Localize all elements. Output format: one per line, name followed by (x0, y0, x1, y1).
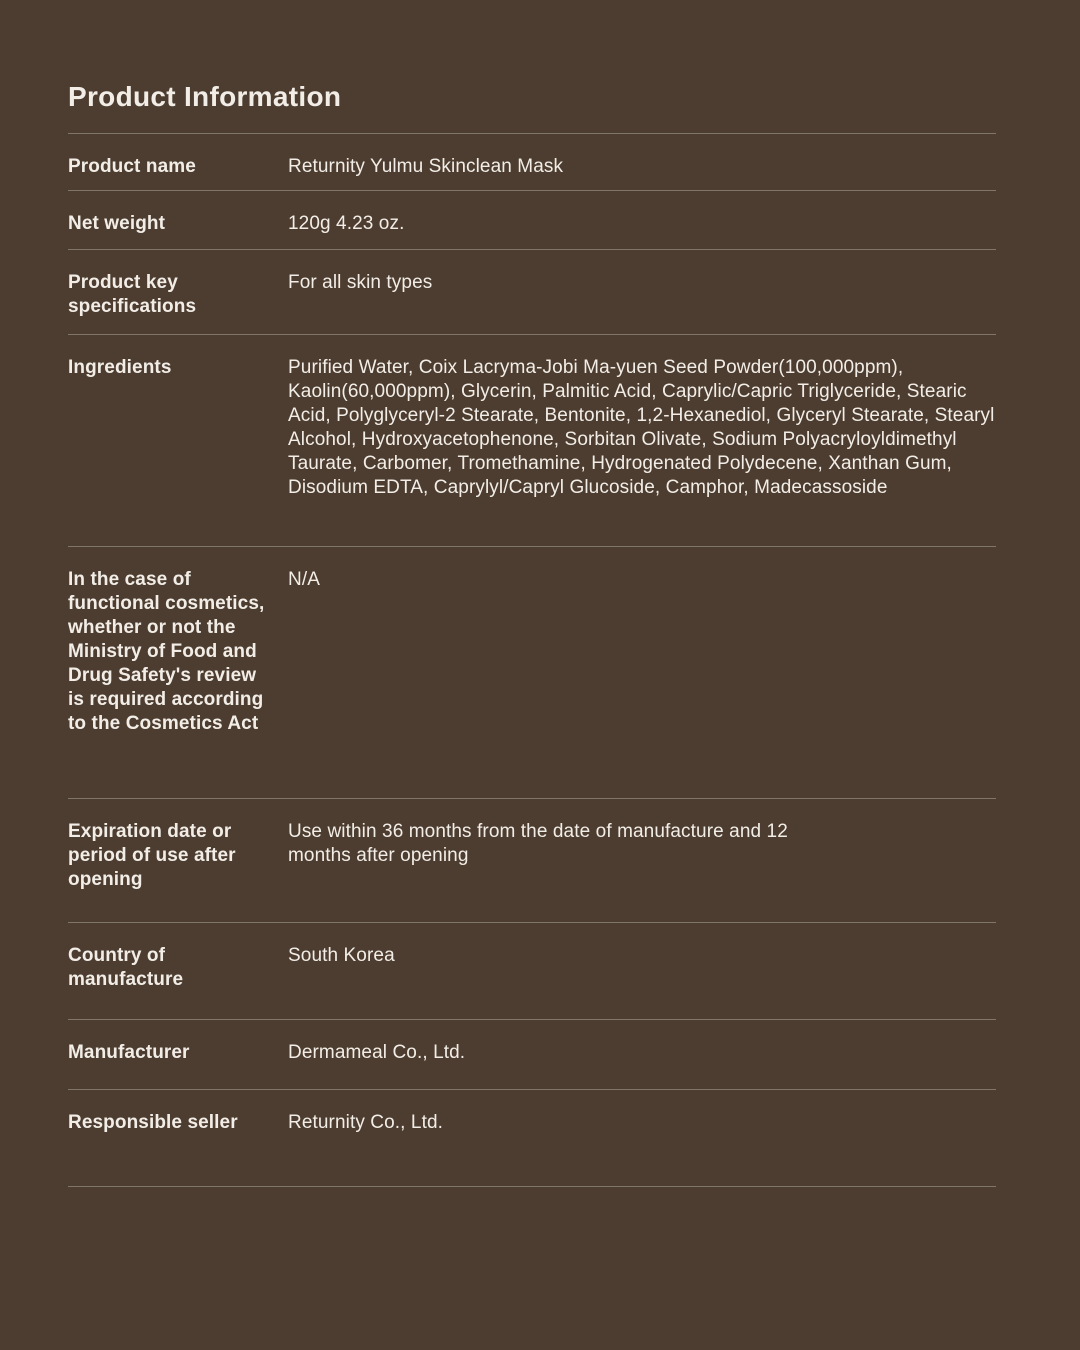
row-value: Purified Water, Coix Lacryma-Jobi Ma-yuen Seed Powder(100,000ppm), Kaolin(60,000ppm), Glycerin, Palmitic Acid, Caprylic/Capric Triglyceride, Stearic Acid, Polyglyceryl-2 Stearate, Bentonite, 1,2-Hexanediol, Glyceryl Stearate, Stearyl Alcohol, Hydroxyacetophenone, Sorbitan Olivate, Sodium Polyacryloyldimethyl Taurate, Carbomer, Tromethamine, Hydrogenated Polydecene, Xanthan Gum, Disodium EDTA, Caprylyl/Capryl Glucoside, Camphor, Madecassoside (288, 357, 995, 498)
table-row (68, 335, 996, 547)
table-row (68, 250, 996, 335)
row-label: Responsible seller (68, 1112, 238, 1133)
row-label: Ingredients (68, 357, 172, 378)
table-row (68, 191, 996, 250)
table-row (68, 1020, 996, 1090)
row-value: Returnity Co., Ltd. (288, 1112, 444, 1133)
row-value: N/A (288, 569, 320, 590)
table-row (68, 547, 996, 799)
table-row (68, 134, 996, 191)
table-row (68, 799, 996, 923)
row-label: In the case of functional cosmetics, whether or not the Ministry of Food and Drug Safety's review is required according to the Cosmetics Act (68, 569, 265, 734)
row-label: Expiration date or period of use after opening (68, 821, 236, 890)
row-value: 120g 4.23 oz. (288, 213, 405, 234)
row-value: Dermameal Co., Ltd. (288, 1042, 466, 1063)
row-value: Use within 36 months from the date of manufacture and 12 months after opening (288, 821, 788, 866)
row-value: Returnity Yulmu Skinclean Mask (288, 156, 564, 177)
product-info-table (68, 134, 996, 1187)
row-value: For all skin types (288, 272, 433, 293)
row-label: Country of manufacture (68, 945, 184, 990)
row-label: Net weight (68, 213, 166, 234)
row-label: Manufacturer (68, 1042, 190, 1063)
row-label: Product name (68, 156, 196, 177)
table-row (68, 1090, 996, 1187)
page-title: Product Information (68, 81, 342, 112)
row-value: South Korea (288, 945, 395, 966)
table-row (68, 923, 996, 1020)
row-label: Product key specifications (68, 272, 197, 317)
